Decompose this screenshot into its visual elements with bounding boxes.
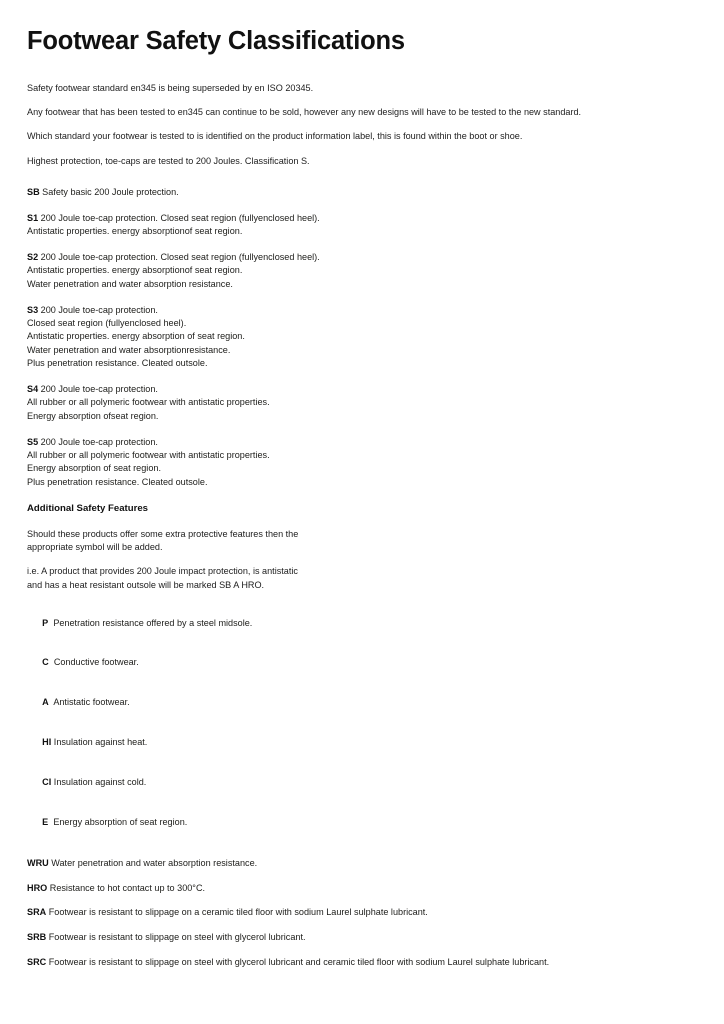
classification-first-line <box>27 383 698 396</box>
abbreviation-row <box>27 763 698 803</box>
abbreviation-description: Insulation against cold. <box>53 777 147 788</box>
classification-item-s5 <box>27 436 698 490</box>
definition-description: Water penetration and water absorption resistance. <box>51 857 258 868</box>
additional-features-paragraph-list <box>27 528 698 593</box>
intro-paragraph: Any footwear that has been tested to en345 can continue to be sold, however any new designs will have to be tested to the new standard. <box>27 107 582 118</box>
definition-code: SRB <box>27 932 47 943</box>
classification-text: Plus penetration resistance. Cleated outsole. <box>27 358 208 369</box>
definition-description: Footwear is resistant to slippage on steel with glycerol lubricant. <box>48 932 306 943</box>
definition-code: SRA <box>27 907 47 918</box>
abbreviation-code: CI <box>42 777 52 788</box>
definition-row-srb <box>27 931 698 944</box>
paragraph-line: Should these products offer some extra protective features then the <box>27 528 299 539</box>
classification-text: Energy absorption of seat region. <box>27 463 161 474</box>
abbreviation-row <box>27 603 698 643</box>
classification-item-s2 <box>27 251 698 291</box>
definition-description: Resistance to hot contact up to 300°C. <box>49 882 206 893</box>
classification-code: S3 <box>27 304 39 315</box>
classification-text: Energy absorption ofseat region. <box>27 410 159 421</box>
abbreviation-row <box>27 803 698 843</box>
classification-code: S5 <box>27 436 39 447</box>
classification-code: S1 <box>27 212 39 223</box>
definition-code: HRO <box>27 882 48 893</box>
abbreviation-code: E <box>42 817 49 828</box>
intro-paragraph: Which standard your footwear is tested to is identified on the product information label, this is found within the boot or shoe. <box>27 131 523 142</box>
classification-list <box>27 186 698 489</box>
classification-text: 200 Joule toe-cap protection. Closed seat region (fullyenclosed heel). <box>40 212 320 223</box>
abbreviation-row <box>27 683 698 723</box>
classification-text: Water penetration and water absorption resistance. <box>27 278 233 289</box>
intro-paragraph: Safety footwear standard en345 is being superseded by en ISO 20345. <box>27 83 314 93</box>
classification-text: 200 Joule toe-cap protection. <box>40 436 158 447</box>
definition-code: SRC <box>27 957 47 968</box>
classification-item-s3 <box>27 304 698 371</box>
abbreviation-description: Insulation against heat. <box>53 737 148 748</box>
abbreviation-code: A <box>42 697 49 708</box>
definition-code: WRU <box>27 857 49 868</box>
classification-code: S4 <box>27 384 39 395</box>
classification-text: 200 Joule toe-cap protection. <box>40 384 158 395</box>
classification-text: Water penetration and water absorptionresistance. <box>27 344 231 355</box>
classification-first-line <box>27 186 698 199</box>
intro-paragraph: Highest protection, toe-caps are tested to 200 Joules. Classification S. <box>27 155 310 166</box>
classification-item-s4 <box>27 383 698 423</box>
abbreviation-list <box>27 603 698 842</box>
classification-text: Antistatic properties. energy absorption of seat region. <box>27 331 245 342</box>
classification-code: SB <box>27 187 40 198</box>
additional-features-paragraph <box>27 565 698 592</box>
classification-text: All rubber or all polymeric footwear with antistatic properties. <box>27 397 270 408</box>
classification-code: S2 <box>27 252 39 263</box>
paragraph-line: and has a heat resistant outsole will be marked SB A HRO. <box>27 579 265 590</box>
classification-text: Closed seat region (fullyenclosed heel). <box>27 318 187 329</box>
abbreviation-code: P <box>42 617 49 628</box>
abbreviation-description: Energy absorption of seat region. <box>53 817 188 828</box>
abbreviation-description: Conductive footwear. <box>53 657 139 668</box>
definition-row-hro <box>27 882 698 895</box>
classification-item-s1 <box>27 212 698 239</box>
classification-text: Safety basic 200 Joule protection. <box>42 187 179 198</box>
intro-paragraph-list <box>27 82 698 168</box>
classification-first-line <box>27 304 698 317</box>
definition-row-wru <box>27 857 698 870</box>
abbreviation-description: Antistatic footwear. <box>53 697 130 708</box>
classification-text: Antistatic properties. energy absorptionof seat region. <box>27 226 243 237</box>
abbreviation-row <box>27 643 698 683</box>
classification-text: 200 Joule toe-cap protection. <box>40 304 158 315</box>
page-title: Footwear Safety Classifications <box>27 27 405 55</box>
definition-description: Footwear is resistant to slippage on steel with glycerol lubricant and ceramic tiled floor with sodium Laurel sulphate lubricant. <box>48 957 550 968</box>
classification-text: Plus penetration resistance. Cleated outsole. <box>27 476 208 487</box>
classification-text: All rubber or all polymeric footwear with antistatic properties. <box>27 450 270 461</box>
classification-first-line <box>27 251 698 264</box>
paragraph-line: appropriate symbol will be added. <box>27 542 163 553</box>
definition-list <box>27 857 698 970</box>
abbreviation-row <box>27 723 698 763</box>
additional-features-paragraph <box>27 528 698 555</box>
abbreviation-code: HI <box>42 737 52 748</box>
classification-item-sb <box>27 186 698 199</box>
definition-row-src <box>27 956 698 969</box>
abbreviation-code: C <box>42 657 49 668</box>
definition-description: Footwear is resistant to slippage on a ceramic tiled floor with sodium Laurel sulphate lubricant. <box>48 907 428 918</box>
definition-row-sra <box>27 906 698 919</box>
section-heading-additional-safety-features: Additional Safety Features <box>27 502 149 514</box>
classification-first-line <box>27 212 698 225</box>
abbreviation-description: Penetration resistance offered by a steel midsole. <box>53 617 253 628</box>
paragraph-line: i.e. A product that provides 200 Joule impact protection, is antistatic <box>27 566 298 577</box>
classification-text: Antistatic properties. energy absorptionof seat region. <box>27 265 243 276</box>
classification-first-line <box>27 436 698 449</box>
classification-text: 200 Joule toe-cap protection. Closed seat region (fullyenclosed heel). <box>40 252 320 263</box>
